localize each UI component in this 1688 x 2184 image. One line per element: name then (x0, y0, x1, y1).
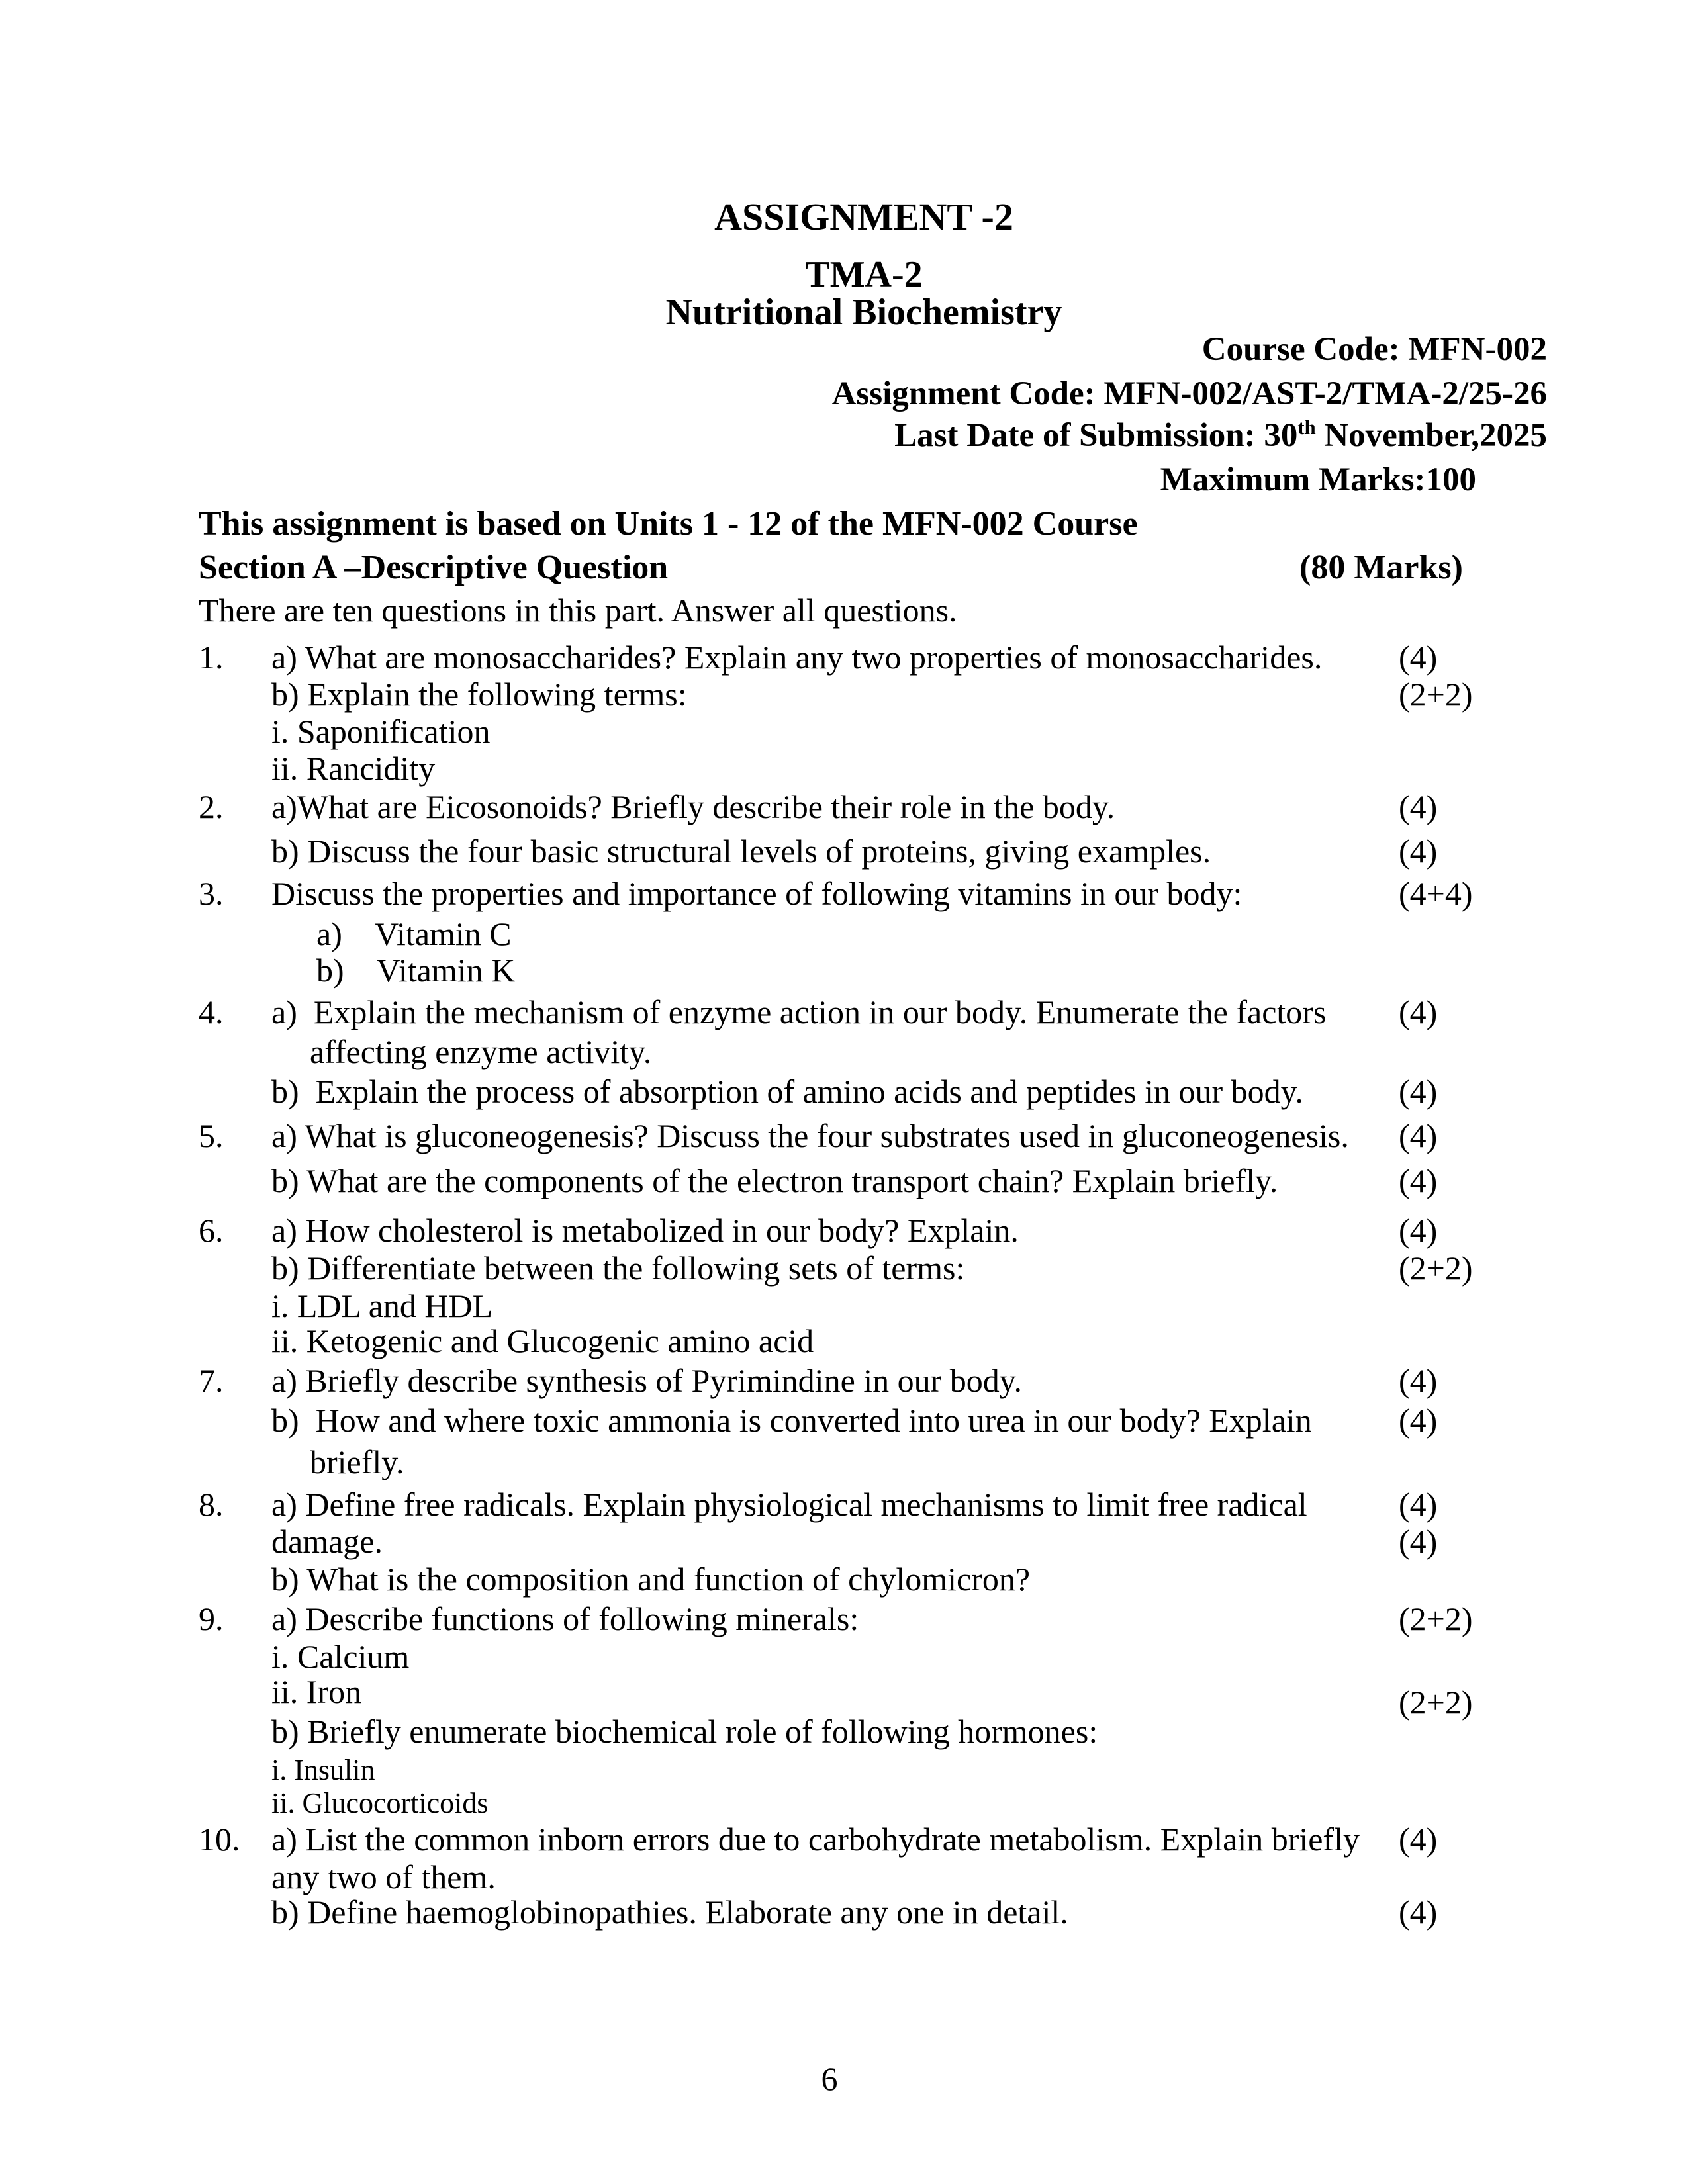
question-line (199, 1559, 1542, 1599)
marks-badge: (4) (1399, 639, 1438, 676)
question-text: b) What are the components of the electron transport chain? Explain briefly. (271, 1162, 1278, 1199)
question-text: any two of them. (271, 1858, 496, 1895)
question-text: b) How and where toxic ammonia is converted into urea in our body? Explain (271, 1402, 1312, 1439)
marks-badge: (4) (1399, 993, 1438, 1030)
maximum-marks-line: Maximum Marks:100 (1160, 461, 1476, 498)
question-text: b) Differentiate between the following sets of terms: (271, 1250, 965, 1287)
based-on-note: This assignment is based on Units 1 - 12 of the MFN-002 Course (199, 505, 1138, 543)
question-text: a) List the common inborn errors due to carbohydrate metabolism. Explain briefly (271, 1821, 1360, 1858)
question-line (199, 1248, 1542, 1288)
question-text: b) Briefly enumerate biochemical role of following hormones: (271, 1713, 1098, 1750)
marks-badge: (4) (1399, 1523, 1438, 1560)
question-text: b) Explain the process of absorption of amino acids and peptides in our body. (271, 1073, 1303, 1110)
question-text: b) Explain the following terms: (271, 676, 687, 713)
course-name: Nutritional Biochemistry (665, 292, 1062, 333)
question-line (199, 1752, 1542, 1788)
question-text: b) Vitamin K (316, 952, 516, 989)
question-line (199, 1071, 1542, 1111)
marks-badge: (4) (1399, 1402, 1438, 1439)
marks-badge: (4+4) (1399, 875, 1473, 912)
question-line (199, 1286, 1542, 1326)
question-line (199, 1161, 1542, 1201)
question-number: 7. (199, 1362, 224, 1399)
question-line (199, 1522, 1542, 1561)
question-line (199, 992, 1542, 1032)
question-text: ii. Glucocorticoids (271, 1787, 489, 1819)
question-line (199, 1210, 1542, 1250)
marks-badge: (4) (1399, 1362, 1438, 1399)
question-line (199, 1116, 1542, 1156)
question-number: 2. (199, 788, 224, 825)
marks-badge: (2+2) (1399, 1600, 1473, 1637)
question-text: b) Discuss the four basic structural levels of proteins, giving examples. (271, 833, 1211, 870)
question-number: 4. (199, 993, 224, 1030)
marks-badge: (4) (1399, 833, 1438, 870)
section-heading: Section A –Descriptive Question (199, 549, 669, 586)
question-line (199, 874, 1542, 913)
question-line (199, 1672, 1542, 1711)
marks-badge: (2+2) (1399, 676, 1473, 713)
marks-badge: (4) (1399, 1821, 1438, 1858)
question-line (199, 1032, 1542, 1071)
question-text: affecting enzyme activity. (310, 1033, 652, 1070)
question-text: damage. (271, 1523, 383, 1560)
marks-badge: (2+2) (1399, 1250, 1473, 1287)
question-line (199, 831, 1542, 871)
question-text: b) Define haemoglobinopathies. Elaborate any one in detail. (271, 1893, 1068, 1931)
question-text: a) Briefly describe synthesis of Pyrimindine in our body. (271, 1362, 1023, 1399)
question-number: 9. (199, 1600, 224, 1637)
question-text: i. LDL and HDL (271, 1287, 493, 1324)
question-number: 10. (199, 1821, 240, 1858)
question-line (199, 637, 1542, 677)
question-line (199, 1400, 1542, 1440)
marks-badge: (4) (1399, 1073, 1438, 1110)
question-number: 8. (199, 1486, 224, 1523)
question-line (199, 1857, 1542, 1897)
question-number: 1. (199, 639, 224, 676)
question-text: a) Explain the mechanism of enzyme action in our body. Enumerate the factors (271, 993, 1327, 1030)
question-number: 5. (199, 1117, 224, 1154)
last-date-suffix: November,2025 (1315, 417, 1547, 454)
assignment-title: ASSIGNMENT -2 (714, 195, 1013, 238)
marks-badge: (2+2) (1399, 1684, 1473, 1721)
question-text: a) What are monosaccharides? Explain any two properties of monosaccharides. (271, 639, 1323, 676)
question-text: a)What are Eicosonoids? Briefly describe their role in the body. (271, 788, 1115, 825)
question-number: 6. (199, 1212, 224, 1249)
course-code-line: Course Code: MFN-002 (1201, 331, 1547, 368)
marks-badge: (4) (1399, 1486, 1438, 1523)
question-text: a) Vitamin C (316, 915, 512, 952)
marks-badge: (4) (1399, 1162, 1438, 1199)
page-number: 6 (821, 2060, 838, 2097)
question-line (199, 1321, 1542, 1361)
question-line (199, 1819, 1542, 1859)
marks-badge: (4) (1399, 1893, 1438, 1931)
section-instruction: There are ten questions in this part. Answer all questions. (199, 592, 957, 629)
question-line (199, 1637, 1542, 1676)
question-text: a) Define free radicals. Explain physiological mechanisms to limit free radical (271, 1486, 1307, 1523)
question-text: a) What is gluconeogenesis? Discuss the four substrates used in gluconeogenesis. (271, 1117, 1349, 1154)
question-text: b) What is the composition and function of chylomicron? (271, 1561, 1031, 1598)
question-line (199, 1786, 1542, 1821)
marks-badge: (4) (1399, 1117, 1438, 1154)
question-text: ii. Rancidity (271, 750, 436, 787)
marks-badge: (4) (1399, 1212, 1438, 1249)
question-line (199, 749, 1542, 788)
question-line (199, 1599, 1542, 1639)
question-line (199, 1484, 1542, 1524)
question-text: Discuss the properties and importance of following vitamins in our body: (271, 875, 1243, 912)
ordinal-superscript: th (1297, 416, 1316, 439)
assignment-code-line: Assignment Code: MFN-002/AST-2/TMA-2/25-26 (831, 375, 1547, 412)
question-line (199, 914, 1542, 954)
question-number: 3. (199, 875, 224, 912)
question-text: i. Insulin (271, 1754, 375, 1786)
question-line (199, 787, 1542, 827)
question-line (199, 1892, 1542, 1932)
section-marks: (80 Marks) (1299, 549, 1463, 586)
question-text: a) Describe functions of following minerals: (271, 1600, 859, 1637)
question-text: briefly. (310, 1443, 404, 1480)
question-line (199, 674, 1542, 714)
question-text: i. Calcium (271, 1638, 410, 1675)
marks-badge: (4) (1399, 788, 1438, 825)
question-line (199, 950, 1542, 990)
last-date-prefix: Last Date of Submission: 30 (894, 417, 1298, 454)
question-text: ii. Iron (271, 1673, 362, 1710)
tma-subtitle: TMA-2 (805, 254, 923, 295)
question-line (199, 1361, 1542, 1400)
question-line (199, 1442, 1542, 1482)
last-date-line (894, 416, 1547, 455)
question-text: i. Saponification (271, 713, 491, 750)
question-text: a) How cholesterol is metabolized in our body? Explain. (271, 1212, 1019, 1249)
question-line (199, 711, 1542, 751)
question-text: ii. Ketogenic and Glucogenic amino acid (271, 1322, 814, 1359)
